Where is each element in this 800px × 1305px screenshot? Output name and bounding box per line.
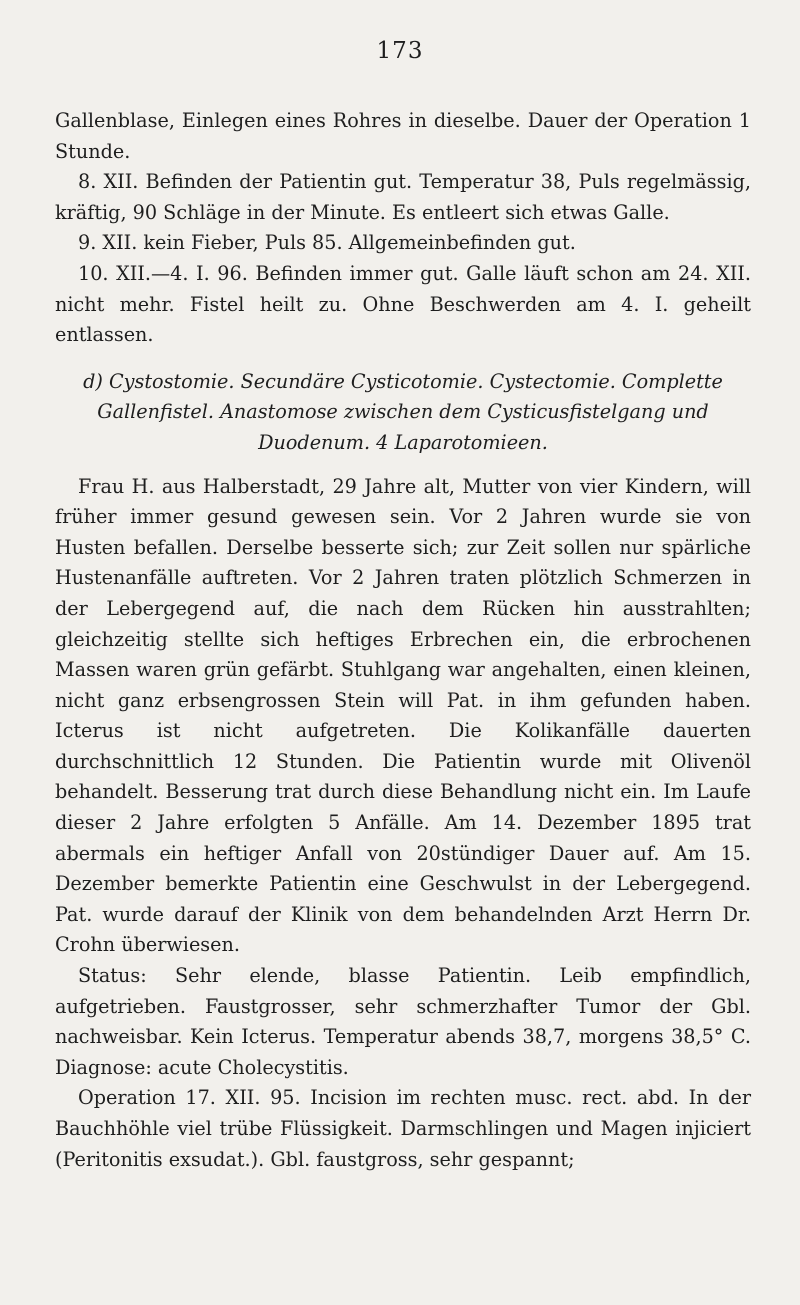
paragraph-case-history: Frau H. aus Halberstadt, 29 Jahre alt, Mutter von vier Kindern, will früher immer gesund gewesen sein. Vor 2 Jahren wurde sie von Husten befallen. Derselbe besserte sich; zur Zeit sollen nur spärliche Hustenanfälle auftreten. Vor 2 Jahren traten plötzlich Schmerzen in der Lebergegend auf, die nach dem Rücken hin ausstrahlten; gleichzeitig stellte sich heftiges Erbrechen ein, die erbrochenen Massen waren grün gefärbt. Stuhlgang war angehalten, einen kleinen, nicht ganz erbsengrossen Stein will Pat. in ihm gefunden haben. Icterus ist nicht aufgetreten. Die Kolikanfälle dauerten durchschnittlich 12 Stunden. Die Patientin wurde mit Olivenöl behandelt. Besserung trat durch diese Behandlung nicht ein. Im Laufe dieser 2 Jahre erfolgten 5 Anfälle. Am 14. Dezember 1895 trat abermals ein heftiger Anfall von 20stündiger Dauer auf. Am 15. Dezember bemerkte Patientin eine Geschwulst in der Lebergegend. Pat. wurde darauf der Klinik von dem behandelnden Arzt Herrn Dr. Crohn überwiesen. [55,474,751,957]
page-number: 173 [376,38,424,64]
body-text [55,106,751,1175]
paragraph-dec-9: 9. XII. kein Fieber, Puls 85. Allgemeinbefinden gut. [78,231,576,255]
section-heading: d) Cystostomie. Secundäre Cysticotomie. Cystectomie. Complette Gallenfistel. Anastomose zwischen dem Cysticusfistelgang und Duodenum. 4 Laparotomieen. [83,369,723,454]
paragraph-dec-10: 10. XII.—4. I. 96. Befinden immer gut. Galle läuft schon am 24. XII. nicht mehr. Fistel heilt zu. Ohne Beschwerden am 4. I. geheilt entlassen. [55,261,751,347]
paragraph-dec-8: 8. XII. Befinden der Patientin gut. Temperatur 38, Puls regelmässig, kräftig, 90 Schläge in der Minute. Es entleert sich etwas Galle. [55,170,751,224]
paragraph-status: Status: Sehr elende, blasse Patientin. Leib empfindlich, aufgetrieben. Faustgrosser, sehr schmerzhafter Tumor der Gbl. nachweisbar. Kein Icterus. Temperatur abends 38,7, morgens 38,5° C. Diagnose: acute Cholecystitis. [55,964,751,1079]
paragraph-operation: Operation 17. XII. 95. Incision im rechten musc. rect. abd. In der Bauchhöhle viel trübe Flüssigkeit. Darmschlingen und Magen injiciert (Peritonitis exsudat.). Gbl. faustgross, sehr gespannt; [55,1086,751,1171]
paragraph-operation-end: Gallenblase, Einlegen eines Rohres in dieselbe. Dauer der Operation 1 Stunde. [55,109,751,163]
